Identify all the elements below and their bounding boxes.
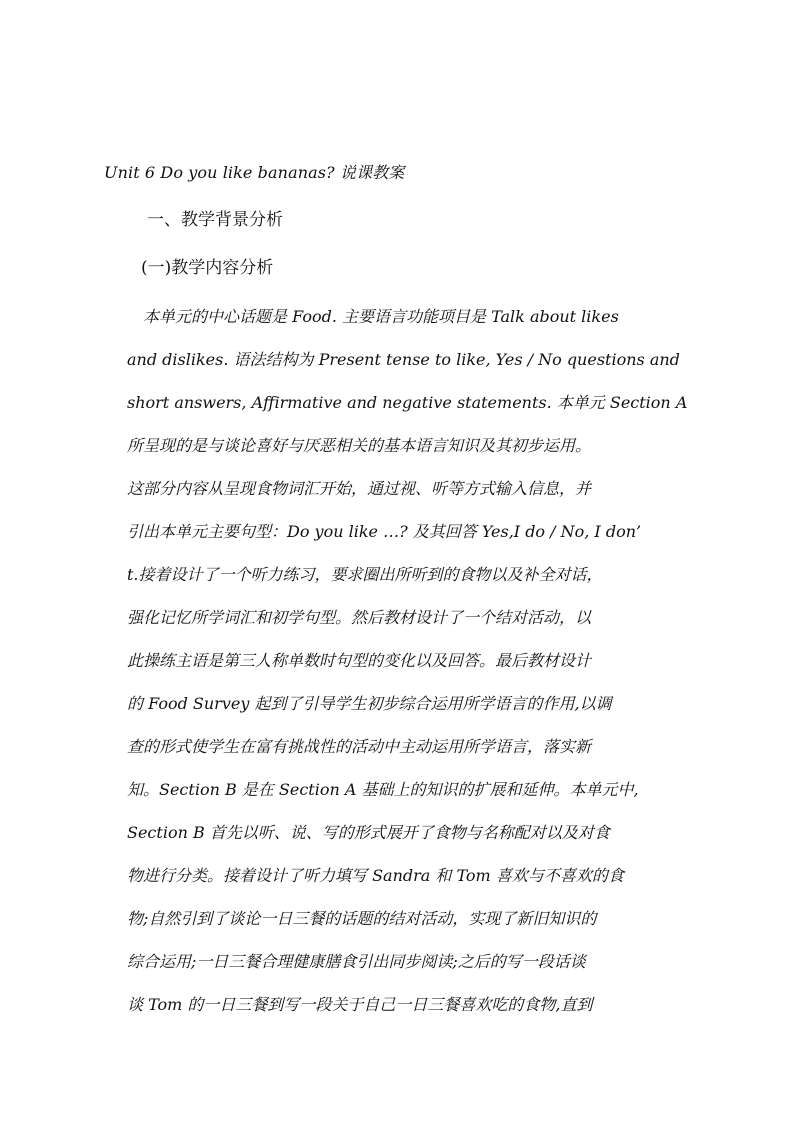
paragraph-line: 这部分内容从呈现食物词汇开始，通过视、听等方式输入信息，并 bbox=[127, 479, 592, 498]
paragraph-line: t.接着设计了一个听力练习，要求圈出所听到的食物以及补全对话， bbox=[127, 565, 603, 584]
paragraph bbox=[127, 302, 687, 1033]
paragraph-line: 此操练主语是第三人称单数时句型的变化以及回答。最后教材设计 bbox=[127, 651, 592, 670]
paragraph-line: 物;自然引到了谈论一日三餐的话题的结对活动，实现了新旧知识的 bbox=[127, 909, 597, 928]
paragraph-line: 物进行分类。接着设计了听力填写 Sandra 和 Tom 喜欢与不喜欢的食 bbox=[127, 866, 624, 885]
paragraph-line: 本单元的中心话题是 Food. 主要语言功能项目是 Talk about likes bbox=[143, 307, 619, 326]
paragraph-line: and dislikes. 语法结构为 Present tense to like, Yes / No questions and bbox=[127, 350, 680, 369]
paragraph-line: short answers, Affirmative and negative statements. 本单元 Section A bbox=[127, 393, 688, 412]
section-heading: 一、教学背景分析 bbox=[147, 210, 283, 230]
paragraph-line: Section B 首先以听、说、写的形式展开了食物与名称配对以及对食 bbox=[127, 823, 610, 842]
paragraph-line: 查的形式使学生在富有挑战性的活动中主动运用所学语言，落实新 bbox=[127, 737, 592, 756]
document-title: Unit 6 Do you like bananas? 说课教案 bbox=[104, 163, 405, 182]
paragraph-line: 知。Section B 是在 Section A 基础上的知识的扩展和延伸。本单元中, bbox=[127, 780, 639, 799]
paragraph-line: 强化记忆所学词汇和初学句型。然后教材设计了一个结对活动，以 bbox=[127, 608, 592, 627]
paragraph-line: 所呈现的是与谈论喜好与厌恶相关的基本语言知识及其初步运用。 bbox=[127, 436, 592, 455]
paragraph-line: 的 Food Survey 起到了引导学生初步综合运用所学语言的作用,以调 bbox=[127, 694, 612, 713]
paragraph-line: 综合运用;一日三餐合理健康膳食引出同步阅读;之后的写一段话谈 bbox=[127, 952, 586, 971]
subsection-heading: (一)教学内容分析 bbox=[141, 258, 274, 278]
paragraph-line: 引出本单元主要句型：Do you like …? 及其回答 Yes,I do / No, I don’ bbox=[127, 522, 642, 541]
paragraph-line: 谈 Tom 的一日三餐到写一段关于自己一日三餐喜欢吃的食物,直到 bbox=[127, 995, 593, 1014]
